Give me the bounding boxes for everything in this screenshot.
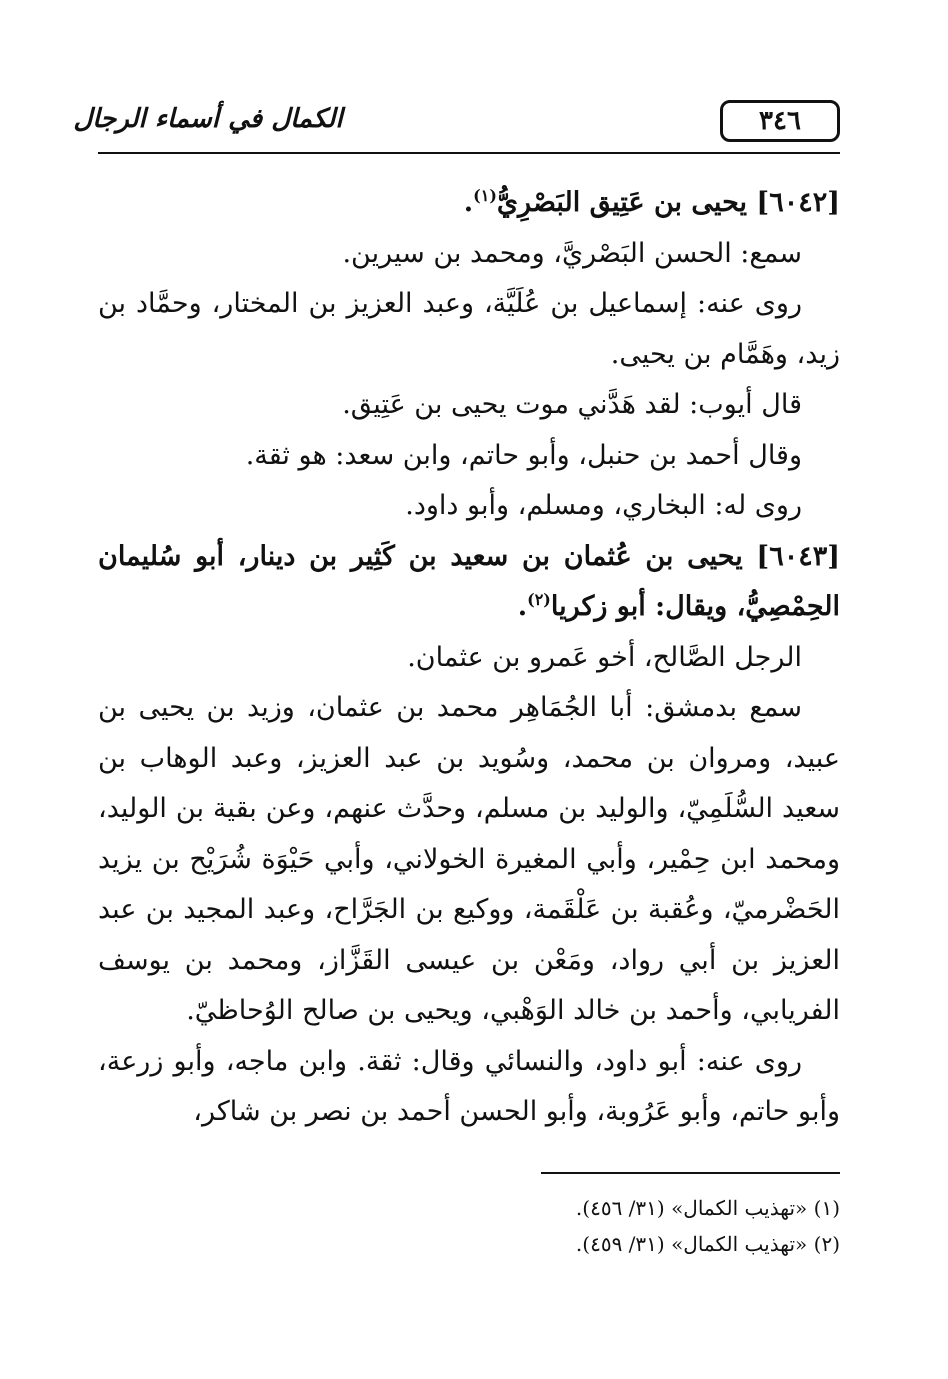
paragraph: الرجل الصَّالح، أخو عَمرو بن عثمان. <box>407 641 802 673</box>
footnote-ref: (٢) <box>527 590 551 609</box>
paragraph: روى عنه: أبو داود، والنسائي وقال: ثقة. وابن ماجه، وأبو زرعة، وأبو حاتم، وأبو عَرُوبة، وأبو الحسن أحمد بن نصر بن شاكر، <box>98 1045 840 1127</box>
footnote: (٢) «تهذيب الكمال» (٣١/ ٤٥٩). <box>575 1232 840 1256</box>
header-divider <box>98 152 840 154</box>
heading-period: . <box>463 187 474 218</box>
entry-title: [٦٠٤٢] يحيى بن عَتِيق البَصْرِيُّ <box>496 187 840 218</box>
page-header <box>73 96 840 156</box>
paragraph: سمع: الحسن البَصْريَّ، ومحمد بن سيرين. <box>342 237 802 269</box>
footnote: (١) «تهذيب الكمال» (٣١/ ٤٥٦). <box>575 1196 840 1220</box>
page-number: ٣٤٦ <box>759 106 801 136</box>
entry-heading <box>98 532 840 633</box>
footnote-ref: (١) <box>473 186 497 205</box>
paragraph: قال أيوب: لقد هَدَّني موت يحيى بن عَتِيق. <box>342 389 802 420</box>
paragraph: روى له: البخاري، ومسلم، وأبو داود. <box>405 490 802 521</box>
main-text <box>98 178 840 1138</box>
footnotes <box>98 1190 840 1262</box>
page-number-box <box>720 100 840 142</box>
entry-heading <box>98 178 840 229</box>
heading-period: . <box>517 591 528 622</box>
book-title: الكمال في أسماء الرجال <box>73 104 343 134</box>
paragraph: روى عنه: إسماعيل بن عُلَيَّة، وعبد العزيز بن المختار، وحمَّاد بن زيد، وهَمَّام بن يحيى. <box>98 288 840 370</box>
footnote-divider <box>541 1172 840 1174</box>
paragraph: وقال أحمد بن حنبل، وأبو حاتم، وابن سعد: هو ثقة. <box>245 439 802 471</box>
paragraph: سمع بدمشق: أبا الجُمَاهِر محمد بن عثمان، وزيد بن يحيى بن عبيد، ومروان بن محمد، وسُويد بن عبد العزيز، وعبد الوهاب بن سعيد السُّلَمِيّ، والوليد بن مسلم، وحدَّث عنهم، وعن بقية بن الوليد، ومحمد ابن حِمْير، وأبي المغيرة الخولاني، وأبي حَيْوَة شُرَيْح بن يزيد الحَضْرميّ، وعُقبة بن عَلْقَمة، ووكيع بن الجَرَّاح، وعبد المجيد بن عبد العزيز بن أبي رواد، ومَعْن بن عيسى القَزَّاز، ومحمد بن يوسف الفريابي، وأحمد بن خالد الوَهْبي، ويحيى بن صالح الوُحاظيّ. <box>98 692 840 1026</box>
entry-title: [٦٠٤٣] يحيى بن عُثمان بن سعيد بن كَثِير بن دينار، أبو سُليمان الحِمْصِيُّ، ويقال: أبو زكريا <box>98 540 840 622</box>
